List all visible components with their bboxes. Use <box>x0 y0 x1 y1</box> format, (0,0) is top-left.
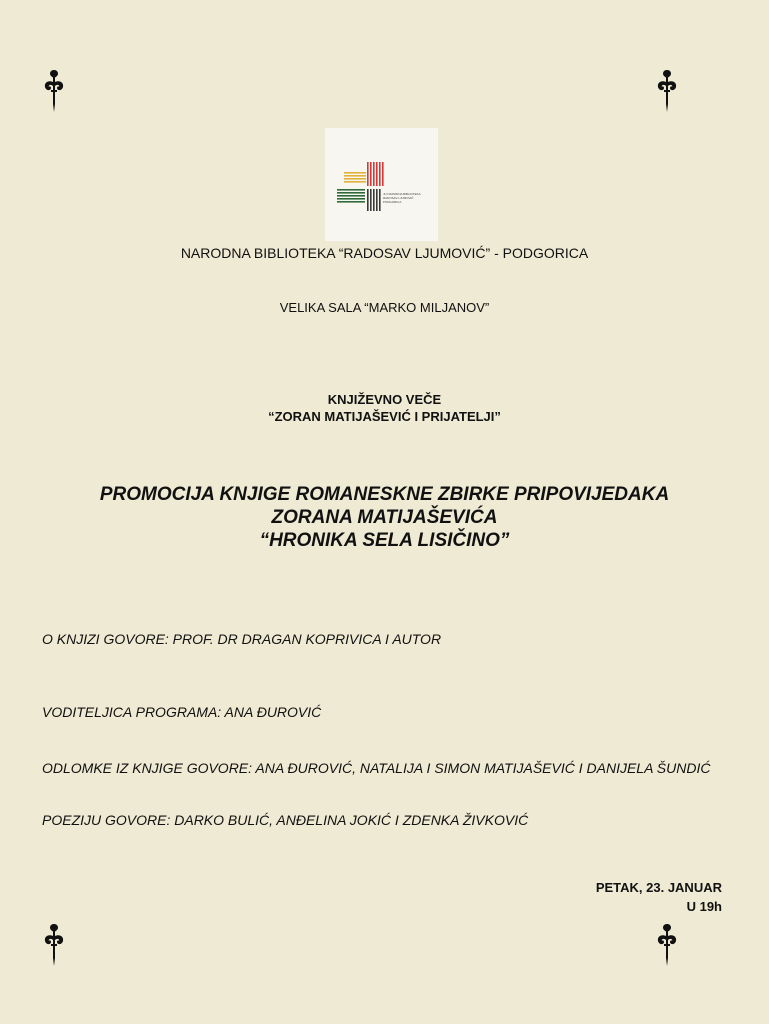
logo-caption-line: PODGORICA <box>383 200 402 204</box>
hall-name: VELIKA SALA “MARKO MILJANOV” <box>279 300 490 315</box>
logo-caption <box>383 192 421 204</box>
promotion-author: ZORANA MATIJAŠEVIĆA <box>271 507 498 528</box>
fleur-ornament-icon <box>654 68 680 114</box>
event-type: KNJIŽEVNO VEČE <box>327 392 442 407</box>
event-name: “ZORAN MATIJAŠEVIĆ I PRIJATELJI” <box>268 409 501 424</box>
host-line: VODITELJICA PROGRAMA: ANA ĐUROVIĆ <box>42 704 322 720</box>
fleur-ornament-icon <box>41 922 67 968</box>
event-date: PETAK, 23. JANUAR <box>595 880 722 895</box>
promotion-heading <box>0 483 769 552</box>
fleur-ornament-icon <box>654 922 680 968</box>
event-time: U 19h <box>686 899 722 914</box>
poetry-line: POEZIJU GOVORE: DARKO BULIĆ, ANĐELINA JOKIĆ I ZDENKA ŽIVKOVIĆ <box>42 812 529 828</box>
institution-name: NARODNA BIBLIOTEKA “RADOSAV LJUMOVIĆ” - PODGORICA <box>180 245 589 261</box>
event-title <box>0 391 769 425</box>
logo-caption-line: JU NARODNA BIBLIOTEKA <box>383 192 421 196</box>
excerpts-line: ODLOMKE IZ KNJIGE GOVORE: ANA ĐUROVIĆ, NATALIJA I SIMON MATIJAŠEVIĆ I DANIJELA ŠUNDIĆ <box>42 760 711 776</box>
fleur-ornament-icon <box>41 68 67 114</box>
event-schedule <box>596 878 722 916</box>
library-logo-mark <box>325 128 438 241</box>
promotion-book-title: “HRONIKA SELA LISIČINO” <box>259 530 510 551</box>
speakers-line: O KNJIZI GOVORE: PROF. DR DRAGAN KOPRIVICA I AUTOR <box>42 631 442 647</box>
logo-caption-line: RADOSAV LJUMOVIĆ <box>383 196 414 200</box>
promotion-line: PROMOCIJA KNJIGE ROMANESKNE ZBIRKE PRIPOVIJEDAKA <box>99 484 670 505</box>
library-logo <box>325 128 438 241</box>
